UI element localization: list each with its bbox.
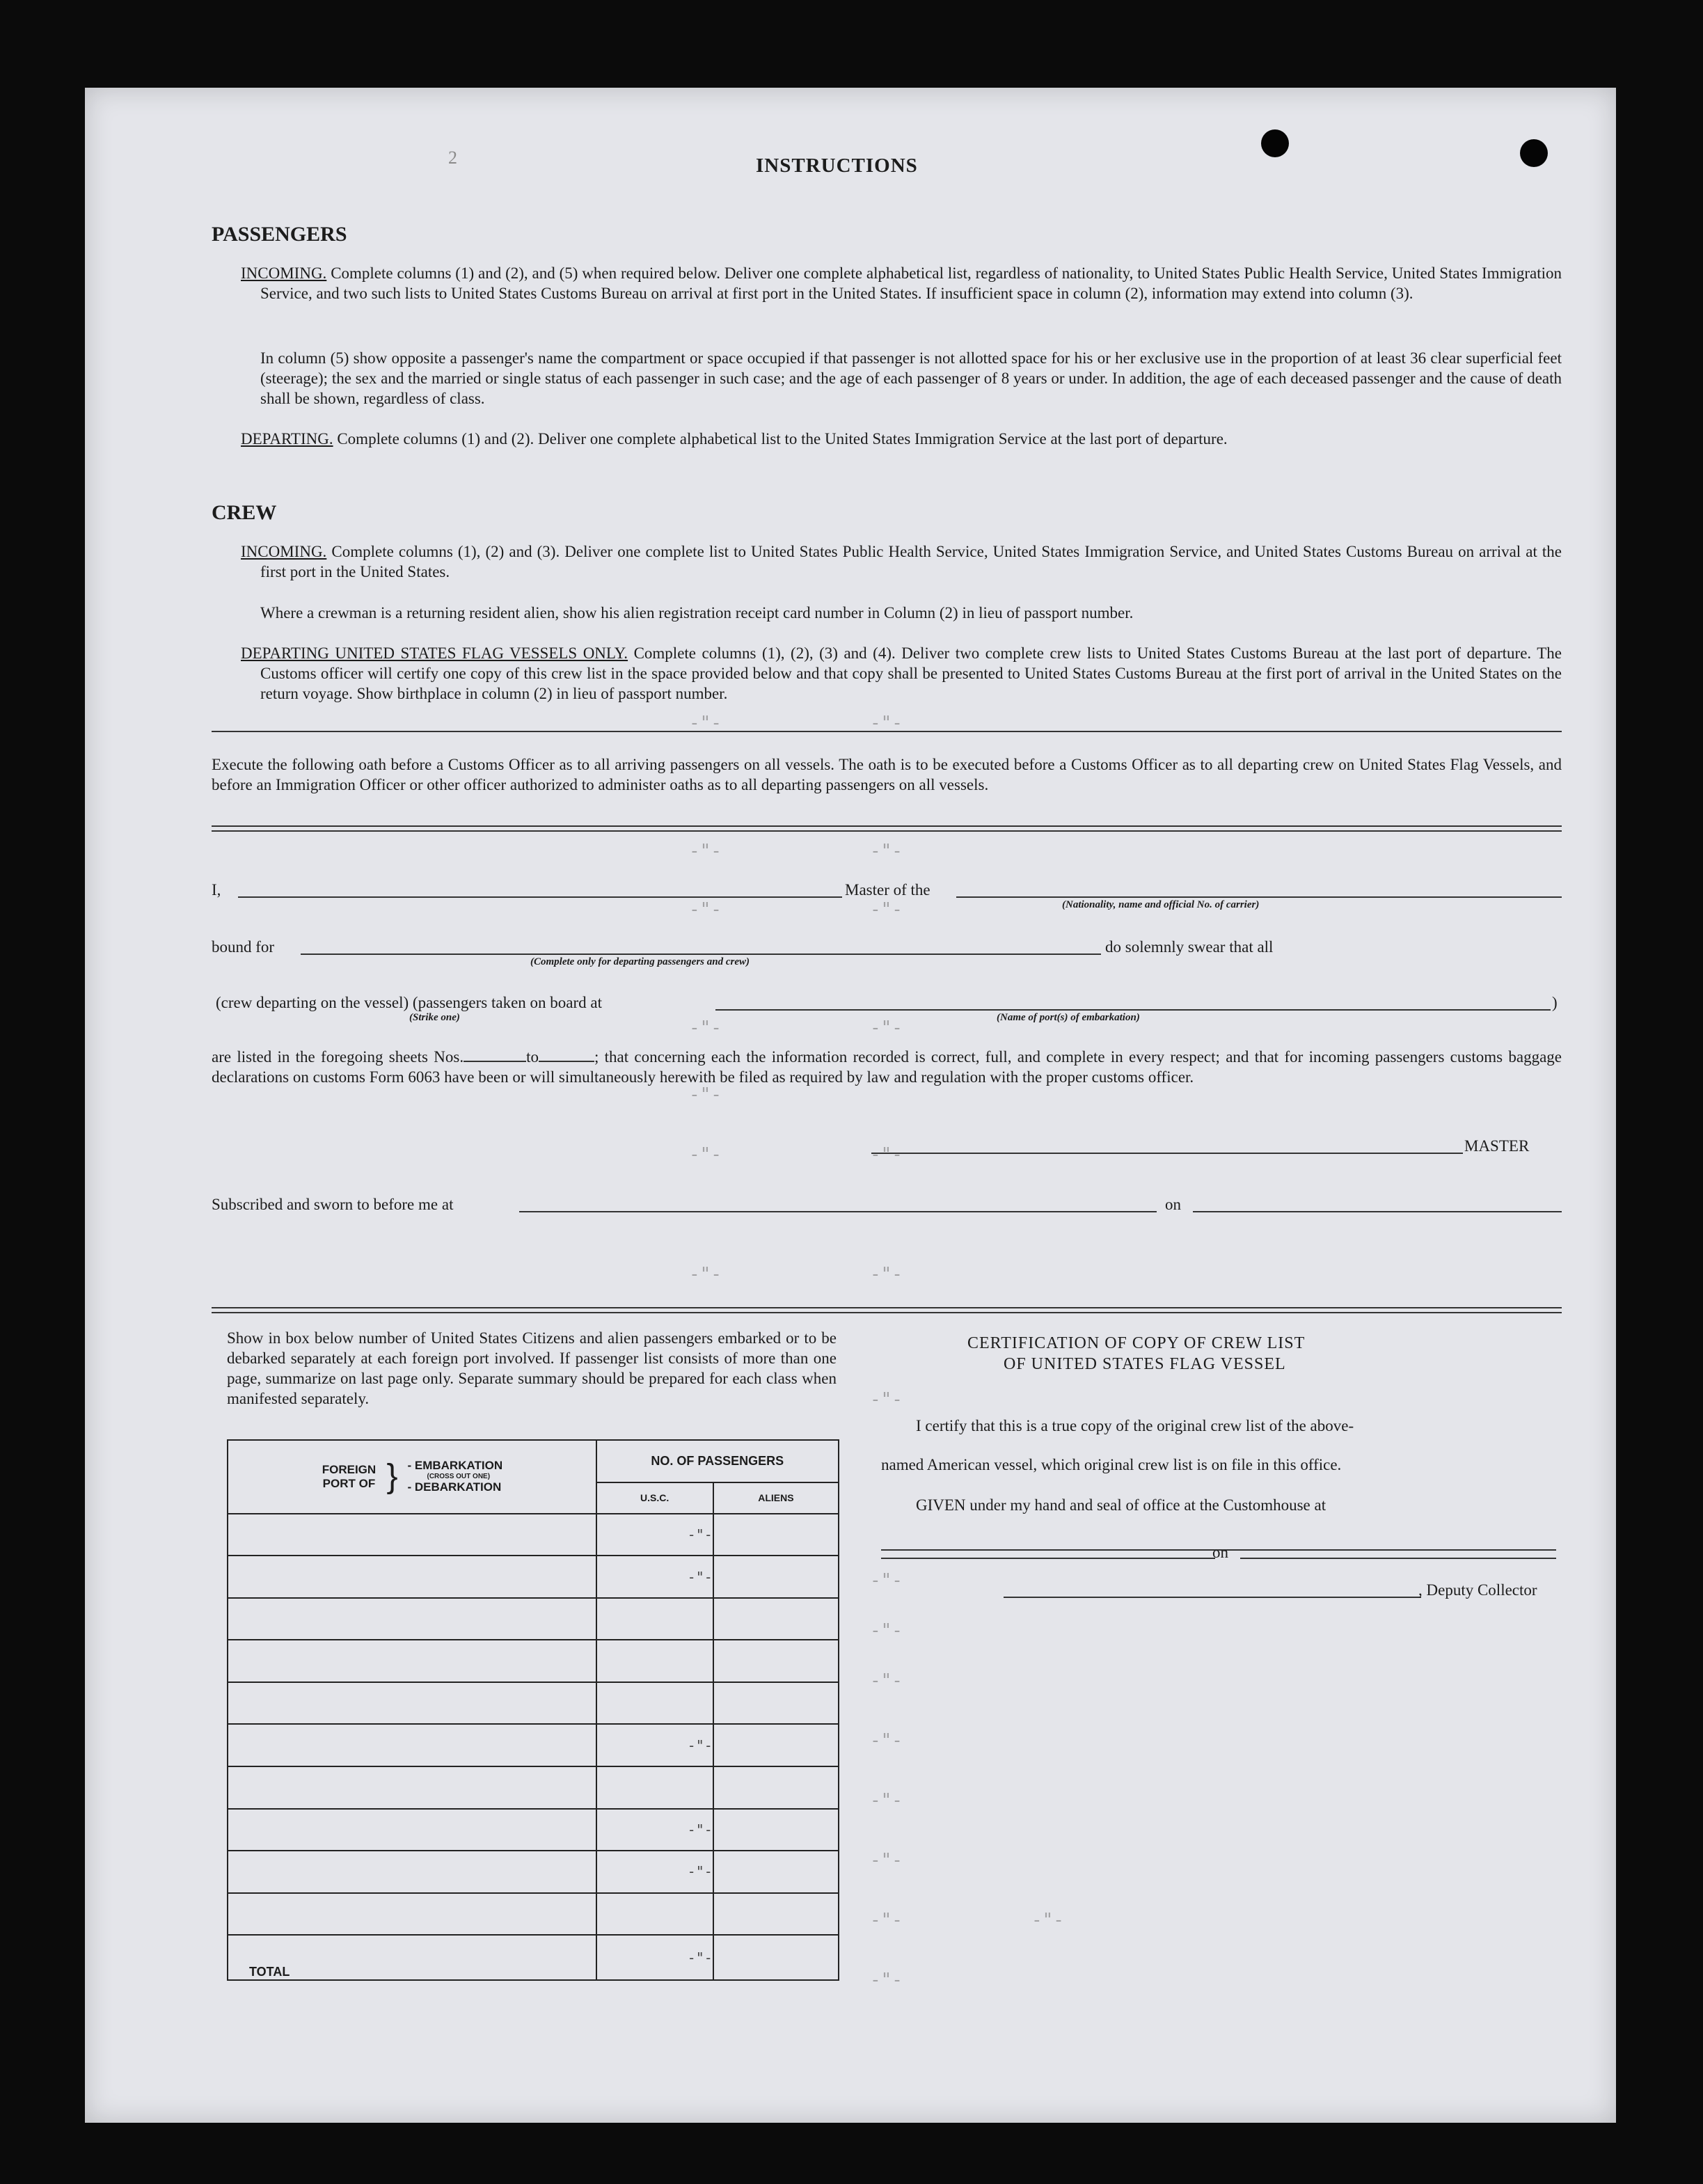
- aliens-cell[interactable]: [713, 1556, 839, 1598]
- deputy-collector-label: , Deputy Collector: [1418, 1581, 1537, 1599]
- punch-hole: [1520, 139, 1548, 167]
- oath-intro-paragraph: Execute the following oath before a Customs Officer as to all arriving passengers on all vessels. The oath is to be executed before a Customs Officer as to all departing crew on United States Flag Vessels, and before an Immigration Officer or other officer authorized to administer oaths as to all departing passengers on all vessels.: [212, 756, 1562, 793]
- ditto-mark: -"-: [687, 1568, 713, 1585]
- ditto-mark: -"-: [870, 1264, 903, 1285]
- ditto-mark: -"-: [870, 1570, 903, 1591]
- deputy-collector-field[interactable]: [1004, 1597, 1421, 1598]
- port-cell[interactable]: [228, 1893, 596, 1936]
- page-title: INSTRUCTIONS: [756, 155, 918, 177]
- usc-cell[interactable]: [596, 1514, 713, 1556]
- ports-embarkation-field[interactable]: [715, 1009, 1551, 1011]
- passengers-incoming-label: INCOMING.: [241, 264, 327, 282]
- port-cell[interactable]: [228, 1851, 596, 1893]
- sheets-to-label: to: [526, 1048, 539, 1066]
- passengers-departing-text: Complete columns (1) and (2). Deliver one complete alphabetical list to the United States Immigration Service at the last port of departure.: [337, 430, 1228, 448]
- crew-departing-text: (crew departing on the vessel) (passengers taken on board at: [216, 994, 602, 1011]
- ditto-mark: -"-: [689, 1084, 722, 1105]
- ditto-mark: -"-: [689, 1264, 722, 1285]
- ditto-mark: -"-: [870, 1970, 903, 1991]
- ditto-mark: -"-: [870, 1018, 903, 1038]
- page-number: 2: [448, 148, 457, 168]
- subscribed-on-label: on: [1165, 1196, 1181, 1213]
- certification-title-2: OF UNITED STATES FLAG VESSEL: [1004, 1355, 1286, 1373]
- ditto-mark: -"-: [870, 1910, 903, 1931]
- swear-text: do solemnly swear that all: [1105, 938, 1274, 956]
- ditto-mark: -"-: [687, 1526, 713, 1544]
- passengers-departing-label: DEPARTING.: [241, 430, 333, 448]
- aliens-cell[interactable]: [713, 1851, 839, 1893]
- usc-cell[interactable]: [596, 1809, 713, 1851]
- cert-on-label: on: [1212, 1544, 1228, 1561]
- ditto-mark: -"-: [870, 1730, 903, 1751]
- ditto-mark: -"-: [689, 899, 722, 920]
- crew-incoming-text: Complete columns (1), (2) and (3). Deliver one complete list to United States Public Health Service, United States Immigration Service, and United States Customs Bureau on arrival at the first port in the United States.: [260, 543, 1562, 580]
- passengers-departing-paragraph: [241, 429, 1562, 449]
- usc-cell[interactable]: [596, 1851, 713, 1893]
- embarkation-label: - EMBARKATION: [407, 1459, 503, 1473]
- no-of-passengers-header: NO. OF PASSENGERS: [596, 1440, 839, 1482]
- sheets-text-a: are listed in the foregoing sheets Nos.: [212, 1048, 464, 1066]
- summary-instructions: Show in box below number of United States Citizens and alien passengers embarked or to be debarked separately at each foreign port involved. If passenger list consists of more than one page, summarize on last page only. Separate summary should be prepared for each class when manifested separately.: [227, 1329, 837, 1407]
- ditto-mark: -"-: [870, 1670, 903, 1691]
- ditto-mark: -"-: [870, 1850, 903, 1871]
- port-cell[interactable]: [228, 1556, 596, 1598]
- brace-icon: }: [386, 1457, 398, 1495]
- ditto-mark: -"-: [870, 899, 903, 920]
- punch-hole: [1261, 129, 1289, 157]
- aliens-cell[interactable]: [713, 1514, 839, 1556]
- total-label: TOTAL: [249, 1965, 290, 1979]
- usc-cell[interactable]: [596, 1682, 713, 1725]
- close-paren: ): [1552, 994, 1558, 1011]
- bound-for-label: bound for: [212, 938, 275, 956]
- cert-date-left-field[interactable]: [881, 1558, 1215, 1559]
- usc-cell[interactable]: [596, 1893, 713, 1936]
- aliens-cell[interactable]: [713, 1724, 839, 1766]
- certify-text-a: I certify that this is a true copy of the original crew list of the above-: [916, 1417, 1354, 1434]
- cross-out-note: (CROSS OUT ONE): [427, 1473, 491, 1481]
- crew-incoming-paragraph: [241, 541, 1562, 582]
- bound-for-field[interactable]: [301, 953, 1101, 955]
- port-cell[interactable]: [228, 1809, 596, 1851]
- foreign-port-label: FOREIGN PORT OF: [322, 1462, 377, 1490]
- total-cell: [228, 1935, 596, 1980]
- sheets-text-b: ; that concerning each the information recorded is correct, full, and complete in every respect; and that for incoming passengers customs baggage declarations on customs Form 6063 have been or will simultaneously herewith be filed as required by law and regulation with the proper customs officer.: [212, 1048, 1562, 1086]
- usc-total-cell[interactable]: [596, 1935, 713, 1980]
- ditto-mark: -"-: [870, 1790, 903, 1811]
- divider: [212, 825, 1562, 832]
- port-cell[interactable]: [228, 1724, 596, 1766]
- crew-resident-paragraph: Where a crewman is a returning resident alien, show his alien registration receipt card number in Column (2) in lieu of passport number.: [260, 604, 1134, 622]
- aliens-cell[interactable]: [713, 1766, 839, 1809]
- crew-departing-label: DEPARTING UNITED STATES FLAG VESSELS ONLY.: [241, 644, 628, 662]
- bound-note: (Complete only for departing passengers and crew): [530, 956, 750, 967]
- ditto-mark: -"-: [870, 713, 903, 734]
- subscribed-place-field[interactable]: [519, 1211, 1157, 1212]
- aliens-header: ALIENS: [713, 1482, 839, 1514]
- port-cell[interactable]: [228, 1640, 596, 1682]
- nationality-note: (Nationality, name and official No. of carrier): [1062, 899, 1260, 910]
- passenger-summary-table: [227, 1439, 839, 1981]
- cert-date-right-field[interactable]: [1240, 1558, 1556, 1559]
- ditto-mark: -"-: [687, 1863, 713, 1881]
- ditto-mark: -"-: [689, 1018, 722, 1038]
- usc-cell[interactable]: [596, 1724, 713, 1766]
- certify-text-b: named American vessel, which original crew list is on file in this office.: [881, 1456, 1342, 1473]
- section-heading-crew: CREW: [212, 501, 277, 524]
- crew-departing-text: Complete columns (1), (2), (3) and (4). Deliver two complete crew lists to United States Customs Bureau at the last port of departure. The Customs officer will certify one copy of this crew list in the space provided below and that copy shall be presented to United States Customs Bureau at the first port of arrival in the United States on the return voyage. Show birthplace in column (2) in lieu of passport number.: [260, 644, 1562, 702]
- sheets-to-field[interactable]: [539, 1061, 594, 1062]
- aliens-cell[interactable]: [713, 1893, 839, 1936]
- ditto-mark: -"-: [687, 1949, 713, 1966]
- usc-header: U.S.C.: [596, 1482, 713, 1514]
- aliens-cell[interactable]: [713, 1809, 839, 1851]
- oath-i-label: I,: [212, 881, 221, 899]
- port-cell[interactable]: [228, 1598, 596, 1640]
- given-text: GIVEN under my hand and seal of office at the Customhouse at: [916, 1496, 1326, 1514]
- debarkation-label: - DEBARKATION: [407, 1480, 502, 1494]
- master-of-label: Master of the: [845, 881, 930, 899]
- ditto-mark: -"-: [689, 713, 722, 734]
- ditto-mark: -"-: [687, 1736, 713, 1754]
- aliens-total-cell[interactable]: [713, 1935, 839, 1980]
- sheets-from-field[interactable]: [464, 1061, 526, 1062]
- usc-cell[interactable]: [596, 1640, 713, 1682]
- certification-title-1: CERTIFICATION OF COPY OF CREW LIST: [967, 1334, 1306, 1352]
- port-cell[interactable]: [228, 1514, 596, 1556]
- ditto-mark: -"-: [689, 1144, 722, 1165]
- master-signature-field[interactable]: [871, 1153, 1463, 1154]
- subscribed-label: Subscribed and sworn to before me at: [212, 1196, 454, 1213]
- section-heading-passengers: PASSENGERS: [212, 223, 347, 246]
- ditto-mark: -"-: [870, 1144, 903, 1165]
- port-cell[interactable]: [228, 1766, 596, 1809]
- usc-cell[interactable]: [596, 1598, 713, 1640]
- ditto-mark: -"-: [870, 1620, 903, 1641]
- ditto-mark: -"-: [1031, 1910, 1064, 1931]
- divider: [212, 1307, 1562, 1313]
- master-name-field[interactable]: [238, 896, 842, 898]
- ditto-mark: -"-: [689, 841, 722, 862]
- document-page: [85, 88, 1616, 2123]
- passengers-incoming-paragraph: [241, 263, 1562, 303]
- ports-note: (Name of port(s) of embarkation): [997, 1012, 1140, 1023]
- usc-cell[interactable]: [596, 1766, 713, 1809]
- aliens-cell[interactable]: [713, 1598, 839, 1640]
- aliens-cell[interactable]: [713, 1682, 839, 1725]
- foreign-port-header: [228, 1440, 596, 1514]
- passengers-incoming-text: Complete columns (1) and (2), and (5) when required below. Deliver one complete alphabetical list, regardless of nationality, to United States Public Health Service, United States Immigration Service, and two such lists to United States Customs Bureau on arrival at first port in the United States. If insufficient space in column (2), information may extend into column (3).: [260, 264, 1562, 302]
- strike-one-note: (Strike one): [409, 1012, 460, 1023]
- usc-cell[interactable]: [596, 1556, 713, 1598]
- crew-departing-paragraph: [241, 643, 1562, 704]
- master-label: MASTER: [1464, 1137, 1530, 1155]
- ditto-mark: -"-: [870, 1389, 903, 1410]
- ditto-mark: -"-: [687, 1821, 713, 1838]
- port-cell[interactable]: [228, 1682, 596, 1725]
- aliens-cell[interactable]: [713, 1640, 839, 1682]
- crew-incoming-label: INCOMING.: [241, 543, 327, 560]
- ditto-mark: -"-: [870, 841, 903, 862]
- subscribed-date-field[interactable]: [1193, 1211, 1562, 1212]
- passengers-column5-paragraph: In column (5) show opposite a passenger's name the compartment or space occupied if that passenger is not allotted space for his or her exclusive use in the proportion of at least 36 clear superficial feet (steerage); the sex and the married or single status of each passenger in such case; and the age of each passenger of 8 years or under. In addition, the age of each deceased passenger and the cause of death shall be shown, regardless of class.: [260, 349, 1562, 407]
- vessel-name-field[interactable]: [956, 896, 1562, 898]
- sheets-paragraph: [212, 1047, 1562, 1087]
